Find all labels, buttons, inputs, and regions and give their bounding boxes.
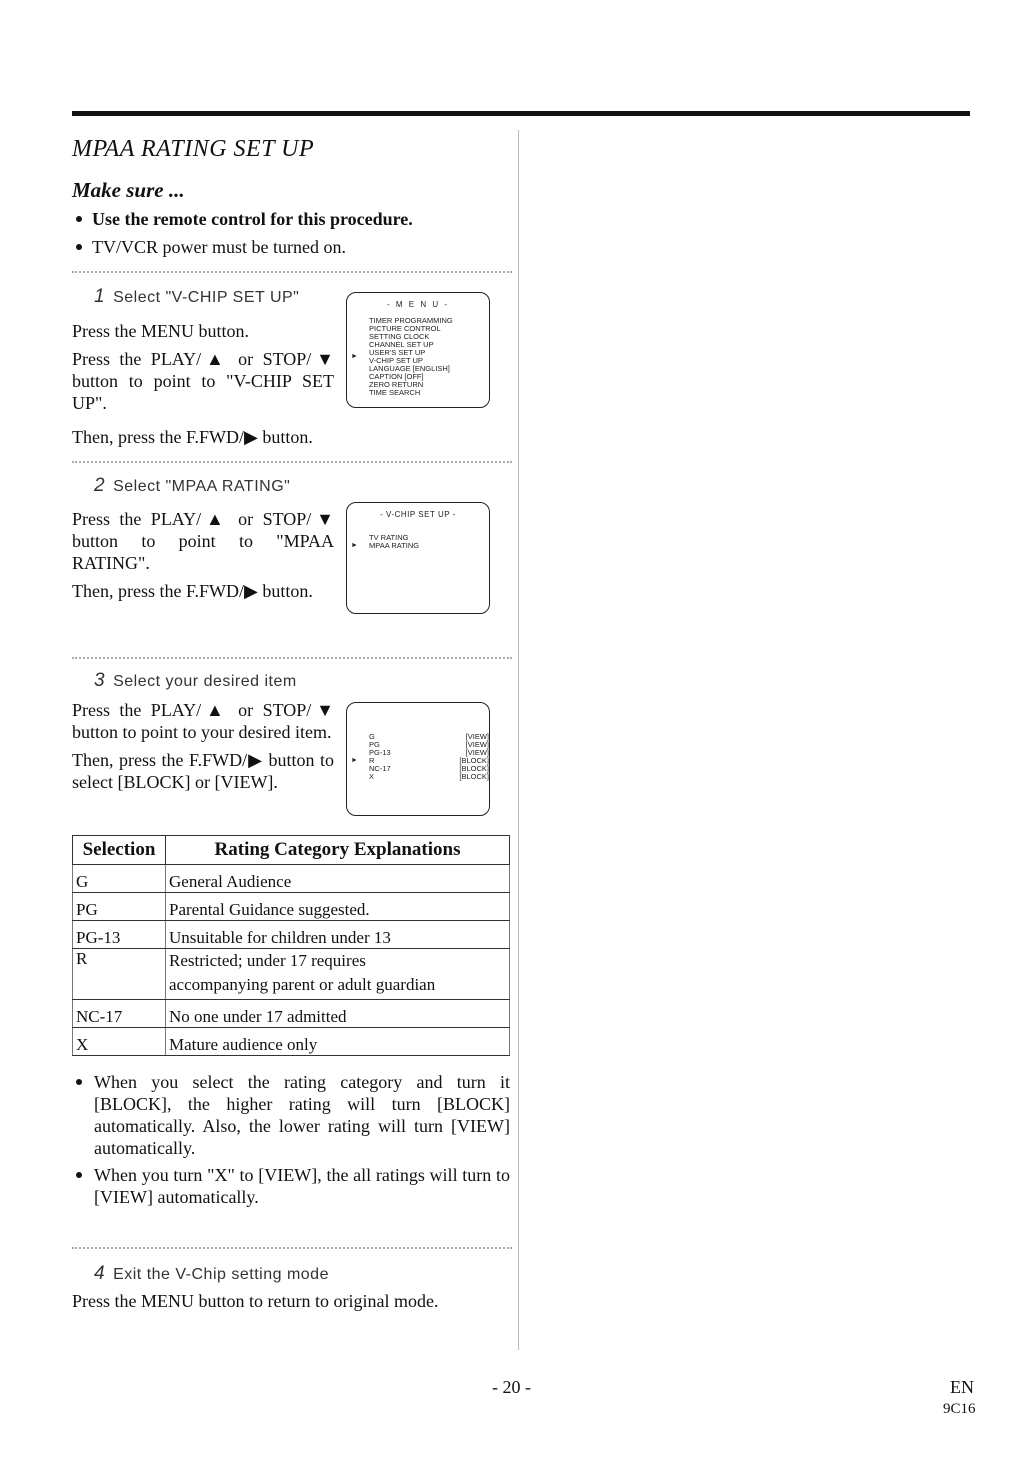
bullet-icon [76,216,82,222]
table-row: PG Parental Guidance suggested. [73,893,510,921]
mpaa-rating-screen [346,702,490,816]
separator [72,1247,512,1249]
step-1-after-text: Then, press the F.FWD/▶ button. [72,427,313,447]
make-sure-bullet-remote: Use the remote control for this procedure. [76,209,413,230]
notes [76,1071,510,1213]
page-number: - 20 - [492,1377,531,1397]
table-header-row [73,836,510,865]
pointer-icon: ► [351,353,358,360]
table-row: X Mature audience only [73,1028,510,1056]
separator [72,271,512,273]
table-row: NC-17 No one under 17 admitted [73,1000,510,1028]
make-sure-bullet-power: TV/VCR power must be turned on. [76,237,346,258]
vchip-setup-items: TV RATING MPAA RATING [369,533,420,550]
make-sure-heading: Make sure ... [72,178,185,202]
vchip-setup-screen: - V-CHIP SET UP - ► TV RATING MPAA RATING [346,502,490,614]
step-2-text: Press the PLAY/▲ or STOP/▼ button to point to "MPAA RATING". Then, press the F.FWD/▶ button. [72,509,334,601]
table-row: G General Audience [73,865,510,893]
step-4-text: Press the MENU button to return to original mode. [72,1291,439,1311]
note-item: When you turn "X" to [VIEW], the all ratings will turn to [VIEW] automatically. [76,1164,510,1208]
pointer-icon: ► [351,757,358,764]
step-1-text: Press the MENU button. Press the PLAY/▲ or STOP/▼ button to point to "V-CHIP SET UP". [72,321,334,413]
column-divider [518,130,519,1350]
page-title: MPAA RATING SET UP [72,136,315,162]
table-row: R Restricted; under 17 requires accompanying parent or adult guardian [73,949,510,1000]
rating-row-r: R [BLOCK] [369,756,489,765]
rating-row-pg13: PG-13 [VIEW] [369,748,489,757]
menu-items: TIMER PROGRAMMING PICTURE CONTROL SETTING CLOCK CHANNEL SET UP USER'S SET UP V-CHIP SET UP LANGUAGE [ENGLISH] CAPTION [OFF] ZERO RETURN TIME SEARCH [369,316,453,397]
language-code: EN [950,1377,974,1397]
mpaa-rating-list [369,733,489,781]
bullet-icon [76,1172,82,1178]
step-4-heading: 4 Exit the V-Chip setting mode [94,1263,329,1284]
header-explanations: Rating Category Explanations [166,836,510,865]
table-row: PG-13 Unsuitable for children under 13 [73,921,510,949]
menu-screen: - M E N U - ► TIMER PROGRAMMING PICTURE CONTROL SETTING CLOCK CHANNEL SET UP USER'S SET UP V-CHIP SET UP LANGUAGE [ENGLISH] CAPTION [OFF] ZERO RETURN TIME SEARCH [346,292,490,408]
separator [72,657,512,659]
rating-row-x: X [BLOCK] [369,772,489,781]
header-selection: Selection [73,836,166,865]
rating-table [72,835,510,1056]
rating-row-pg: PG [VIEW] [369,740,489,749]
note-item: When you select the rating category and turn it [BLOCK], the higher rating will turn [BLOCK] automatically. Also, the lower rating will turn [VIEW] automatically. [76,1071,510,1159]
rating-row-nc17: NC-17 [BLOCK] [369,764,489,773]
step-3-heading: 3 Select your desired item [94,670,297,691]
top-rule [72,111,970,116]
step-1-heading: 1 Select "V-CHIP SET UP" [94,286,300,307]
separator [72,461,512,463]
bullet-icon [76,244,82,250]
step-2-heading: 2 Select "MPAA RATING" [94,475,291,496]
pointer-icon: ► [351,542,358,549]
bullet-icon [76,1079,82,1085]
step-3-text: Press the PLAY/▲ or STOP/▼ button to point to your desired item. Then, press the F.FWD/▶ button to select [BLOCK] or [VIEW]. [72,700,334,792]
rating-row-g: G [VIEW] [369,732,489,741]
model-code: 9C16 [943,1401,976,1417]
